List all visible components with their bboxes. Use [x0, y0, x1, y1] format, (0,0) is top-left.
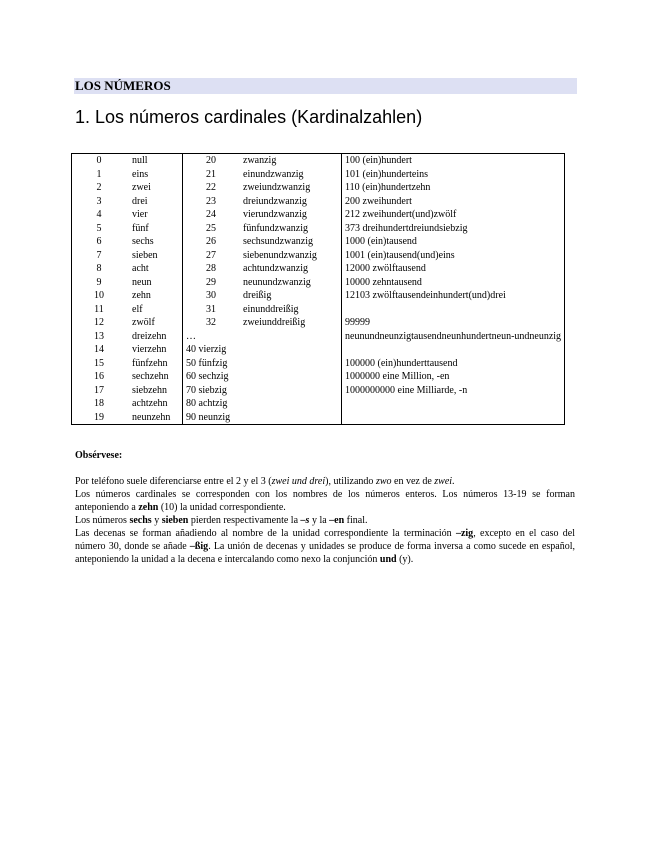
tens-entry: 90 neunzig: [186, 411, 231, 423]
twenties-row: [183, 208, 341, 222]
number: 9: [96, 276, 102, 288]
unit-row: [72, 370, 182, 384]
number-word: null: [132, 155, 148, 166]
number-word: einunddreißig: [243, 303, 299, 315]
number: 17: [94, 384, 104, 396]
number: 15: [94, 357, 104, 369]
number: 23: [206, 195, 216, 207]
tens-entry: 70 siebzig: [186, 384, 227, 396]
twenties-row: [183, 154, 341, 168]
number: 5: [96, 222, 102, 234]
unit-row: [72, 384, 182, 398]
tens-entry: 50 fünfzig: [186, 357, 228, 369]
twenties-row: [183, 303, 341, 317]
number-word: acht: [132, 263, 149, 274]
number-word: dreizehn: [132, 330, 167, 342]
big-number-entry: 99999: [345, 317, 370, 328]
number: 7: [96, 249, 102, 261]
section-title: LOS NÚMEROS: [74, 78, 577, 94]
unit-row: [72, 249, 182, 263]
number-word: fünfzehn: [132, 357, 168, 369]
number: 24: [206, 209, 216, 220]
big-number-entry: 373 dreihundertdreiundsiebzig: [345, 222, 468, 234]
twenties-row: [183, 181, 341, 195]
twenties-row: [183, 168, 341, 182]
number-word: dreißig: [243, 290, 272, 301]
number-word: sechsundzwanzig: [243, 236, 313, 247]
number: 18: [94, 398, 104, 409]
number: 1: [96, 168, 102, 180]
big-number-entry: 12000 zwölftausend: [345, 263, 426, 274]
note-teens: Los números cardinales se corresponden con los nombres de los números enteros. Los números 13-19 se forman anteponiendo a zehn (10) la unidad correspondiente.: [75, 489, 575, 513]
big-number-entry: 1000 (ein)tausend: [345, 236, 417, 247]
number-word: dreiundzwanzig: [243, 195, 307, 207]
number-word: siebenundzwanzig: [243, 249, 317, 261]
number: 8: [96, 263, 102, 274]
unit-row: [72, 235, 182, 249]
big-number-entry: 10000 zehntausend: [345, 276, 422, 288]
number: 22: [206, 182, 216, 193]
number-word: neun: [132, 276, 152, 288]
twenties-row: [183, 195, 341, 209]
number-word: eins: [132, 168, 149, 180]
big-number-entry: 212 zweihundert(und)zwölf: [345, 209, 457, 220]
twenties-row: [183, 235, 341, 249]
number: 32: [206, 317, 216, 328]
unit-row: [72, 276, 182, 290]
number-word: drei: [132, 195, 148, 207]
number-word: zweiundzwanzig: [243, 182, 311, 193]
number-word: achtundzwanzig: [243, 263, 308, 274]
note-telephone: Por teléfono suele diferenciarse entre el 2 y el 3 (zwei und drei), utilizando zwo en vez de zwei.: [75, 476, 455, 487]
number-word: zwei: [132, 182, 151, 193]
twenties-row: [183, 222, 341, 236]
big-number-entry: 12103 zwölftausendeinhundert(und)drei: [345, 290, 506, 301]
number-word: neunzehn: [132, 411, 171, 423]
unit-row: [72, 168, 182, 182]
big-number-entry: 1000000000 eine Milliarde, -n: [345, 384, 468, 396]
note-decades: Las decenas se forman añadiendo al nombre de la unidad correspondiente la terminación –zig, excepto en el caso del número 30, donde se añade –ßig. La unión de decenas y unidades se produce de forma inversa a como sucede en español, anteponiendo la unidad a la decena e intercalando como nexo la conjunción und (y).: [75, 528, 576, 565]
unit-row: [72, 411, 182, 425]
twenties-row: [183, 276, 341, 290]
unit-row: [72, 181, 182, 195]
twenties-row: [183, 249, 341, 263]
big-number-entry: 200 zweihundert: [345, 195, 412, 207]
number-word: vierzehn: [132, 344, 167, 355]
number: 25: [206, 222, 216, 234]
number-word: siebzehn: [132, 384, 167, 396]
twenties-list: [183, 154, 341, 330]
big-number-entry: 1001 (ein)tausend(und)eins: [345, 249, 455, 261]
number: 28: [206, 263, 216, 274]
tens-entry: 40 vierzig: [186, 344, 227, 355]
tens-column: [183, 154, 342, 425]
number: 19: [94, 411, 104, 423]
unit-row: [72, 330, 182, 344]
ellipsis: …: [186, 330, 196, 342]
number: 29: [206, 276, 216, 288]
twenties-row: [183, 289, 341, 303]
number-word: zwanzig: [243, 155, 277, 166]
number: 2: [96, 182, 102, 193]
number-word: zehn: [132, 290, 151, 301]
tens-entry: 60 sechzig: [186, 371, 229, 382]
number: 4: [96, 209, 102, 220]
big-number-entry: 1000000 eine Million, -en: [345, 371, 450, 382]
number: 0: [96, 155, 102, 166]
unit-row: [72, 289, 182, 303]
big-number-entry: [342, 343, 564, 357]
number: 11: [94, 303, 104, 315]
number: 20: [206, 155, 216, 166]
number: 13: [94, 330, 104, 342]
number-word: fünf: [132, 222, 149, 234]
number: 31: [206, 303, 216, 315]
page-title: 1. Los números cardinales (Kardinalzahlen): [75, 107, 423, 127]
unit-row: [72, 397, 182, 411]
twenties-row: [183, 316, 341, 330]
unit-row: [72, 262, 182, 276]
number-word: vierundzwanzig: [243, 209, 307, 220]
unit-row: [72, 208, 182, 222]
number-word: einundzwanzig: [243, 168, 304, 180]
notes-title: Obsérvese:: [75, 450, 123, 461]
number: 10: [94, 290, 104, 301]
number: 26: [206, 236, 216, 247]
unit-row: [72, 357, 182, 371]
number: 16: [94, 371, 104, 382]
units-list: [72, 154, 182, 424]
number: 12: [94, 317, 104, 328]
unit-row: [72, 222, 182, 236]
units-column: [72, 154, 183, 425]
unit-row: [72, 316, 182, 330]
number-word: sechs: [132, 236, 154, 247]
big-number-entry: [342, 303, 564, 317]
unit-row: [72, 195, 182, 209]
unit-row: [72, 303, 182, 317]
number: 21: [206, 168, 216, 180]
unit-row: [72, 154, 182, 168]
big-numbers-column: [342, 154, 565, 425]
twenties-row: [183, 262, 341, 276]
big-number-entry: 101 (ein)hunderteins: [345, 168, 429, 180]
tens-list: [183, 343, 341, 424]
big-number-entry: 110 (ein)hundertzehn: [345, 182, 431, 193]
big-numbers-list: [342, 154, 564, 397]
cardinal-numbers-table: [71, 153, 565, 425]
big-number-entry: 100000 (ein)hunderttausend: [345, 357, 458, 369]
number-word: neunundzwanzig: [243, 276, 311, 288]
number-word: zwölf: [132, 317, 155, 328]
tens-entry: 80 achtzig: [186, 398, 228, 409]
number-word: zweiunddreißig: [243, 317, 306, 328]
number-word: elf: [132, 303, 143, 315]
number-word: fünfundzwanzig: [243, 222, 308, 234]
number-word: sieben: [132, 249, 158, 261]
note-sechs-sieben: Los números sechs y sieben pierden respectivamente la –s y la –en final.: [75, 515, 368, 526]
number-word: sechzehn: [132, 371, 169, 382]
number: 6: [96, 236, 102, 247]
number-word: achtzehn: [132, 398, 168, 409]
number: 30: [206, 290, 216, 301]
unit-row: [72, 343, 182, 357]
number: 14: [94, 344, 104, 355]
notes-section: [75, 449, 575, 566]
number: 3: [96, 195, 102, 207]
big-number-entry: neunundneunzigtausendneunhundertneun-undneunzig: [345, 330, 562, 342]
number-word: vier: [132, 209, 148, 220]
big-number-entry: 100 (ein)hundert: [345, 155, 412, 166]
number: 27: [206, 249, 216, 261]
